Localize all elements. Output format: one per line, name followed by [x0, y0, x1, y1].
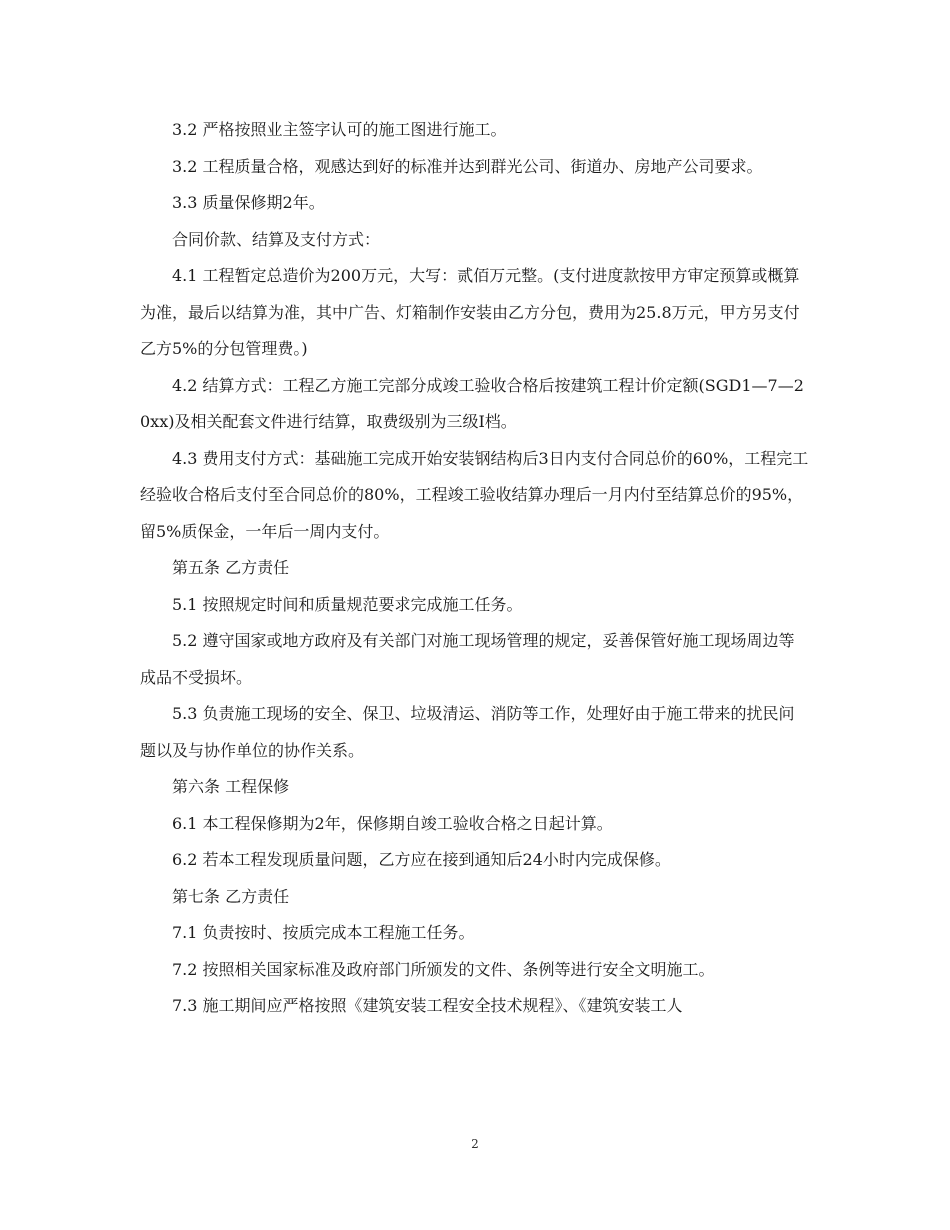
- paragraph: 5.2 遵守国家或地方政府及有关部门对施工现场管理的规定，妥善保管好施工现场周边等成品不受损坏。: [140, 631, 795, 687]
- section-heading: 合同价款、结算及支付方式：: [172, 229, 381, 249]
- paragraph: 4.2 结算方式：工程乙方施工完部分成竣工验收合格后按建筑工程计价定额(SGD1—7—20xx)及相关配套文件进行结算，取费级别为三级I档。: [140, 375, 804, 431]
- paragraph: 7.2 按照相关国家标准及政府部门所颁发的文件、条例等进行安全文明施工。: [172, 959, 715, 979]
- paragraph: 7.1 负责按时、按质完成本工程施工任务。: [172, 923, 475, 942]
- paragraph: 3.3 质量保修期2年。: [172, 193, 325, 212]
- paragraph: 3.2 工程质量合格，观感达到好的标准并达到群光公司、街道办、房地产公司要求。: [172, 156, 763, 176]
- paragraph: 7.3 施工期间应严格按照《建筑安装工程安全技术规程》、《建筑安装工人: [172, 996, 683, 1015]
- paragraph: 5.3 负责施工现场的安全、保卫、垃圾清运、消防等工作，处理好由于施工带来的扰民问题以及与协作单位的协作关系。: [140, 704, 795, 760]
- section-heading: 第五条 乙方责任: [172, 558, 290, 577]
- page-number: 2: [471, 1137, 479, 1151]
- paragraph: 6.1 本工程保修期为2年，保修期自竣工验收合格之日起计算。: [172, 813, 613, 833]
- paragraph: 6.2 若本工程发现质量问题，乙方应在接到通知后24小时内完成保修。: [172, 850, 671, 869]
- paragraph: 4.1 工程暂定总造价为200万元，大写：贰佰万元整。(支付进度款按甲方审定预算或概算为准，最后以结算为准，其中广告、灯箱制作安装由乙方分包，费用为25.8万元，甲方另支付乙方5%的分包管理费。): [140, 266, 800, 358]
- document-body: [140, 112, 810, 1025]
- section-heading: 第六条 工程保修: [172, 777, 290, 796]
- paragraph: 5.1 按照规定时间和质量规范要求完成施工任务。: [172, 594, 523, 614]
- section-heading: 第七条 乙方责任: [172, 886, 290, 906]
- paragraph: 3.2 严格按照业主签字认可的施工图进行施工。: [172, 120, 507, 139]
- paragraph: 4.3 费用支付方式：基础施工完成开始安装钢结构后3日内支付合同总价的60%，工程完工经验收合格后支付至合同总价的80%，工程竣工验收结算办理后一月内付至结算总价的95%，留5%质保金，一年后一周内支付。: [140, 448, 809, 541]
